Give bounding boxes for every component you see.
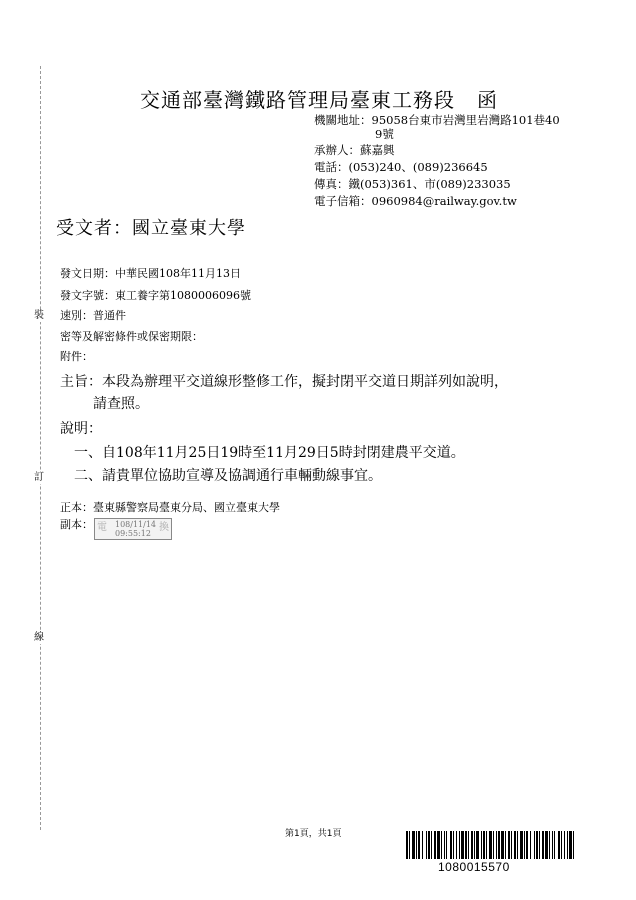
binding-mark-xian: 線 bbox=[34, 632, 44, 643]
barcode-bar bbox=[530, 831, 531, 859]
barcode-bar bbox=[409, 831, 410, 859]
receipt-stamp bbox=[94, 518, 172, 540]
email[interactable]: 電子信箱：0960984@railway.gov.tw bbox=[314, 194, 517, 208]
barcode-bar bbox=[426, 831, 427, 859]
barcode-number: 1080015570 bbox=[438, 860, 510, 874]
barcode-bar bbox=[493, 831, 494, 859]
barcode-bar bbox=[524, 831, 525, 859]
barcode-bar bbox=[471, 831, 473, 859]
binding-mark-ding: 訂 bbox=[34, 472, 44, 483]
subject bbox=[60, 371, 508, 415]
barcode-bar bbox=[567, 831, 568, 859]
barcode-bar bbox=[511, 831, 512, 859]
barcode-bar bbox=[444, 831, 445, 859]
barcode-bar bbox=[542, 831, 544, 859]
barcode-bar bbox=[545, 831, 548, 859]
explanation-item-2: 二、請貴單位協助宣導及協調通行車輛動線事宜。 bbox=[74, 468, 382, 484]
barcode-bar bbox=[431, 831, 432, 859]
barcode-bar bbox=[501, 831, 504, 859]
barcode-bar bbox=[474, 831, 475, 859]
document-title bbox=[140, 84, 498, 113]
barcode-bar bbox=[446, 831, 447, 859]
stamp-time: 09:55:12 bbox=[115, 529, 151, 538]
speed-class: 速別：普通件 bbox=[60, 309, 126, 322]
contact-person: 承辦人：蘇嘉興 bbox=[314, 143, 395, 157]
phone: 電話：(053)240、(089)236645 bbox=[314, 160, 488, 174]
address-line-1: 機關地址：95058台東市岩灣里岩灣路101巷40 bbox=[314, 113, 560, 127]
secrecy-level: 密等及解密條件或保密期限： bbox=[60, 330, 203, 343]
barcode-bar bbox=[536, 831, 538, 859]
barcode-bar bbox=[418, 831, 420, 859]
barcode-bar bbox=[549, 831, 550, 859]
barcode-bar bbox=[428, 831, 430, 859]
barcode-bar bbox=[558, 831, 560, 859]
barcode-bar bbox=[450, 831, 452, 859]
copy-recipients: 副本： bbox=[60, 518, 93, 531]
barcode-bar bbox=[526, 831, 528, 859]
barcode-bar bbox=[552, 831, 553, 859]
barcode-bar bbox=[489, 831, 492, 859]
barcode-bar bbox=[514, 831, 516, 859]
barcode-bar bbox=[534, 831, 535, 859]
barcode-bar bbox=[505, 831, 506, 859]
document-type: 函 bbox=[477, 88, 498, 112]
binding-mark-zhuang: 裝 bbox=[34, 310, 44, 321]
barcode-bar bbox=[422, 831, 423, 859]
stamp-brand-right: 換 bbox=[159, 522, 169, 533]
explanation-heading: 說明： bbox=[60, 421, 102, 437]
barcode-bar bbox=[476, 831, 479, 859]
barcode-bar bbox=[498, 831, 500, 859]
barcode-bar bbox=[564, 831, 565, 859]
attachment: 附件： bbox=[60, 350, 93, 363]
barcode-bar bbox=[453, 831, 454, 859]
barcode-bar bbox=[456, 831, 457, 859]
barcode-bar bbox=[441, 831, 442, 859]
barcode-bar bbox=[496, 831, 497, 859]
page-number: 第1頁，共1頁 bbox=[285, 829, 342, 839]
barcode-bar bbox=[481, 831, 482, 859]
agency-name: 交通部臺灣鐵路管理局臺東工務段 bbox=[140, 88, 455, 112]
barcode-bar bbox=[517, 831, 518, 859]
subject-line-1: 主旨：本段為辦理平交道線形整修工作，擬封閉平交道日期詳列如說明， bbox=[60, 374, 508, 390]
document-number: 發文字號：東工養字第1080006096號 bbox=[60, 289, 251, 302]
barcode-bar bbox=[468, 831, 469, 859]
barcode-bar bbox=[561, 831, 562, 859]
barcode-bar bbox=[465, 831, 467, 859]
barcode-bar bbox=[539, 831, 540, 859]
barcode-bar bbox=[508, 831, 510, 859]
stamp-date: 108/11/14 bbox=[115, 520, 157, 529]
barcode-bar bbox=[461, 831, 464, 859]
recipient: 受文者：國立臺東大學 bbox=[56, 218, 246, 239]
barcode-bar bbox=[406, 831, 408, 859]
barcode-bar bbox=[520, 831, 523, 859]
explanation-item-1: 一、自108年11月25日19時至11月29日5時封閉建農平交道。 bbox=[74, 445, 465, 461]
barcode-bar bbox=[437, 831, 440, 859]
barcode-bar bbox=[573, 831, 574, 859]
issue-date: 發文日期：中華民國108年11月13日 bbox=[60, 267, 241, 280]
barcode-bar bbox=[416, 831, 417, 859]
address-line-2: 9號 bbox=[375, 127, 394, 141]
fax: 傳真：鐵(053)361、市(089)233035 bbox=[314, 177, 511, 191]
binding-line bbox=[40, 66, 41, 830]
barcode-bar bbox=[483, 831, 485, 859]
barcode-bar bbox=[459, 831, 460, 859]
barcode-bar bbox=[486, 831, 487, 859]
original-recipients: 正本：臺東縣警察局臺東分局、國立臺東大學 bbox=[60, 501, 280, 514]
barcode bbox=[406, 831, 574, 859]
barcode-bar bbox=[434, 831, 436, 859]
barcode-bar bbox=[554, 831, 555, 859]
barcode-bar bbox=[412, 831, 415, 859]
subject-line-2: 請查照。 bbox=[93, 396, 149, 412]
barcode-bar bbox=[569, 831, 572, 859]
stamp-brand-left: 電 bbox=[97, 522, 107, 533]
